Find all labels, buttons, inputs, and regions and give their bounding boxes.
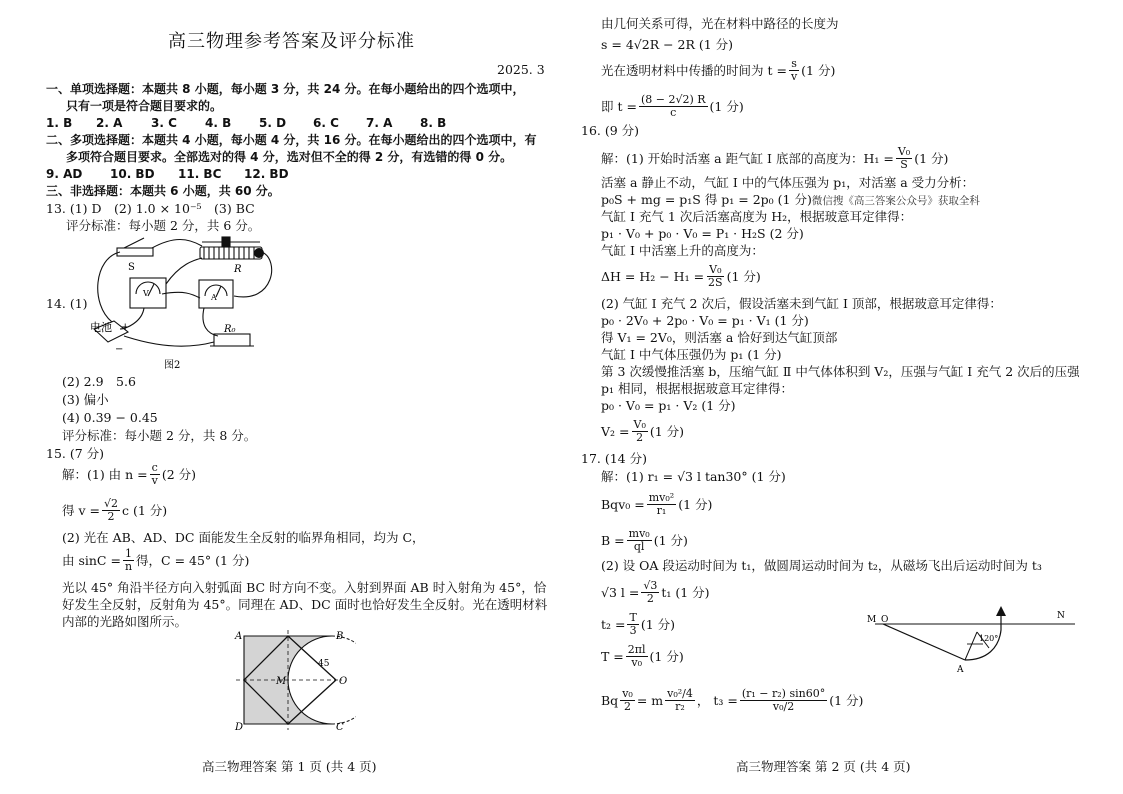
q16-line-13: p₁ 相同，根据根据玻意耳定律得： (601, 381, 793, 396)
q16-line-3: p₀S + mg = p₁S 得 p₁ = 2p₀ (1 分)微信搜《高三答案公众号》获取全科 (601, 192, 980, 207)
page-2 (561, 0, 1122, 794)
ammeter-label: A (211, 293, 217, 302)
switch-base (117, 248, 153, 256)
q17-line-5: √3 l = $\frac{√3}{2}$ t₁ (1 分) (601, 579, 710, 605)
section-1-heading-cont: 只有一项是符合题目要求的。 (66, 99, 223, 113)
sc-answer: 7. A (366, 116, 393, 130)
r0-label: R₀ (224, 324, 236, 335)
section-3-heading: 三、非选择题：本题共 6 小题，共 60 分。 (46, 184, 280, 198)
q13-grading: 评分标准：每小题 2 分，共 6 分。 (66, 218, 261, 233)
q13-answer: 13. (1) D (2) 1.0 × 10⁻⁵ (3) BC (46, 201, 255, 216)
p2-line-3: 光在透明材料中传播的时间为 t = $\frac{s}{v}$ (1 分) (601, 57, 836, 83)
label-m: M (867, 615, 877, 625)
q16-line-7: ΔH = H₂ − H₁ = $\frac{\text{V₀}}{2S}$ (1 分) (601, 263, 761, 289)
q14-4: (4) 0.39 − 0.45 (62, 410, 158, 425)
q16-line-9: p₀ · 2V₀ + 2p₀ · V₀ = p₁ · V₁ (1 分) (601, 313, 809, 328)
section-2-heading: 二、多项选择题：本题共 4 小题，每小题 4 分，共 16 分。在每小题给出的四个选项中，有 (46, 133, 537, 147)
sc-answer: 3. C (151, 116, 177, 130)
r0-resistor (214, 334, 250, 346)
exit-arrow (996, 606, 1006, 616)
q15-para-3: 内部的光路如图所示。 (62, 614, 188, 629)
rheostat-label: R (234, 264, 242, 275)
mc-answer: 9. AD (46, 167, 83, 181)
optics-diagram (232, 626, 356, 734)
p2-line-4: 即 t = $\frac{(8 - 2√2) R}{c}$ (1 分) (601, 93, 744, 119)
point-b: B (336, 631, 344, 642)
switch-label: S (128, 262, 135, 273)
q17-line-7: T = $\frac{2\pi l}{\text{v₀}}$ (1 分) (601, 643, 684, 669)
q14-3: (3) 偏小 (62, 392, 109, 407)
q16-line-5: p₁ · V₀ + p₀ · V₀ = P₁ · H₂S (2 分) (601, 226, 804, 241)
q16-line-10: 得 V₁ = 2V₀，则活塞 a 恰好到达气缸顶部 (601, 330, 838, 345)
label-n: N (1057, 611, 1065, 621)
q16-line-15: V₂ = $\frac{\text{V₀}}{2}$ (1 分) (601, 418, 685, 444)
q17-line-1: 解：(1) r₁ = √3 l tan30° (1 分) (601, 469, 786, 484)
page-footer: 高三物理答案 第 1 页 (共 4 页) (202, 759, 377, 774)
point-c: C (336, 722, 344, 733)
path-oa (883, 624, 965, 660)
q17-head: 17. (14 分) (581, 451, 647, 466)
watermark-note: 微信搜《高三答案公众号》获取全科 (811, 195, 980, 207)
p2-line-1: 由几何关系可得，光在材料中路径的长度为 (601, 16, 839, 31)
q15-para-2: 好发生全反射，反射角为 45°。同理在 AD、DC 面时也恰好发生全反射。光在透明材料 (62, 597, 548, 612)
q14-grading: 评分标准：每小题 2 分，共 8 分。 (62, 428, 257, 443)
q15-v: 得 v = $\frac{√2}{2}$ c (1 分) (62, 497, 168, 523)
q17-line-2: Bqv₀ = $\frac{\text{mv₀²}}{\text{r₁}}$ (1 分) (601, 491, 713, 517)
p2-line-2: s = 4√2R − 2R (1 分) (601, 37, 734, 52)
label-o: O (881, 615, 889, 625)
q17-line-3: B = $\frac{\text{mv₀}}{ql}$ (1 分) (601, 527, 688, 553)
q17-line-8: Bq $\frac{\text{v₀}}{2}$ = m $\frac{\text{v₀²/4}}{\text{r₂}}$ ， t₃ = $\frac{\text{(r₁ − r₂) sin60°}}{\text{v₀/2}}$ (1 分) (601, 687, 864, 713)
label-a: A (957, 665, 964, 675)
q16-line-2: 活塞 a 静止不动，气缸 Ⅰ 中的气体压强为 p₁，对活塞 a 受力分析： (601, 175, 975, 190)
mc-answer: 10. BD (110, 167, 155, 181)
q17-line-6: t₂ = $\frac{T}{3}$ (1 分) (601, 611, 676, 637)
magnetic-field-diagram (861, 604, 1081, 680)
q16-line-8: (2) 气缸 Ⅰ 充气 2 次后，假设活塞未到气缸 Ⅰ 顶部，根据玻意耳定律得： (601, 296, 1002, 311)
voltmeter-label: V (143, 289, 149, 298)
q16-line-4: 气缸 Ⅰ 充气 1 次后活塞高度为 H₂，根据玻意耳定律得： (601, 209, 913, 224)
q16-line-12: 第 3 次缓慢推活塞 b，压缩气缸 Ⅱ 中气体体积到 V₂，压强与气缸 Ⅰ 充气 2 次后的压强 (601, 364, 1080, 379)
point-d: D (235, 722, 244, 733)
exam-date: 2025. 3 (497, 62, 545, 77)
q15-head: 15. (7 分) (46, 446, 105, 461)
sc-answer: 1. B (46, 116, 73, 130)
battery-plus: + (121, 322, 130, 333)
q16-head: 16. (9 分) (581, 123, 640, 138)
q17-line-4: (2) 设 OA 段运动时间为 t₁，做圆周运动时间为 t₂，从磁场飞出后运动时间为 t₃ (601, 558, 1042, 573)
mc-answer: 11. BC (178, 167, 222, 181)
angle-120: 120° (979, 634, 999, 643)
sc-answer: 8. B (420, 116, 447, 130)
sc-answer: 6. C (313, 116, 339, 130)
sc-answer: 4. B (205, 116, 232, 130)
q16-line-14: p₀ · V₀ = p₁ · V₂ (1 分) (601, 398, 736, 413)
rheostat-slider (222, 237, 230, 247)
page-footer: 高三物理答案 第 2 页 (共 4 页) (736, 759, 911, 774)
q14-label: 14. (1) (46, 296, 88, 311)
section-2-heading-cont: 多项符合题目要求。全部选对的得 4 分，选对但不全的得 2 分，有选错的得 0 分。 (66, 150, 513, 164)
sc-answer: 2. A (96, 116, 123, 130)
q16-1: 解：(1) 开始时活塞 a 距气缸 Ⅰ 底部的高度为：H₁ = $\frac{\text{V₀}}{S}$ (1 分) (601, 145, 949, 171)
circuit-diagram (84, 234, 284, 372)
point-o: O (339, 676, 348, 687)
q14-2: (2) 2.9 5.6 (62, 374, 136, 389)
battery-label: 电池 (90, 321, 112, 334)
angle-45: 45 (318, 659, 330, 669)
battery-minus: − (115, 344, 124, 355)
q15-1: 解：(1) 由 n = $\frac{c}{v}$ (2 分) (62, 461, 197, 487)
point-m: M (276, 676, 287, 687)
figure-caption: 图2 (164, 360, 181, 371)
q16-line-6: 气缸 Ⅰ 中活塞上升的高度为： (601, 243, 764, 258)
page-1 (0, 0, 561, 794)
sc-answer: 5. D (259, 116, 287, 130)
page-title: 高三物理参考答案及评分标准 (168, 31, 415, 52)
q15-2: (2) 光在 AB、AD、DC 面能发生全反射的临界角相同，均为 C， (62, 530, 425, 545)
mc-answer: 12. BD (244, 167, 289, 181)
switch-blade (124, 238, 144, 248)
q16-line-11: 气缸 Ⅰ 中气体压强仍为 p₁ (1 分) (601, 347, 782, 362)
q15-c: 由 sinC = $\frac{1}{n}$ 得，C = 45° (1 分) (62, 547, 250, 573)
q15-para-1: 光以 45° 角沿半径方向入射弧面 BC 时方向不变。入射到界面 AB 时入射角为 45°，恰 (62, 580, 547, 595)
point-a: A (235, 631, 243, 642)
section-1-heading: 一、单项选择题：本题共 8 小题，每小题 3 分，共 24 分。在每小题给出的四个选项中， (46, 82, 525, 96)
